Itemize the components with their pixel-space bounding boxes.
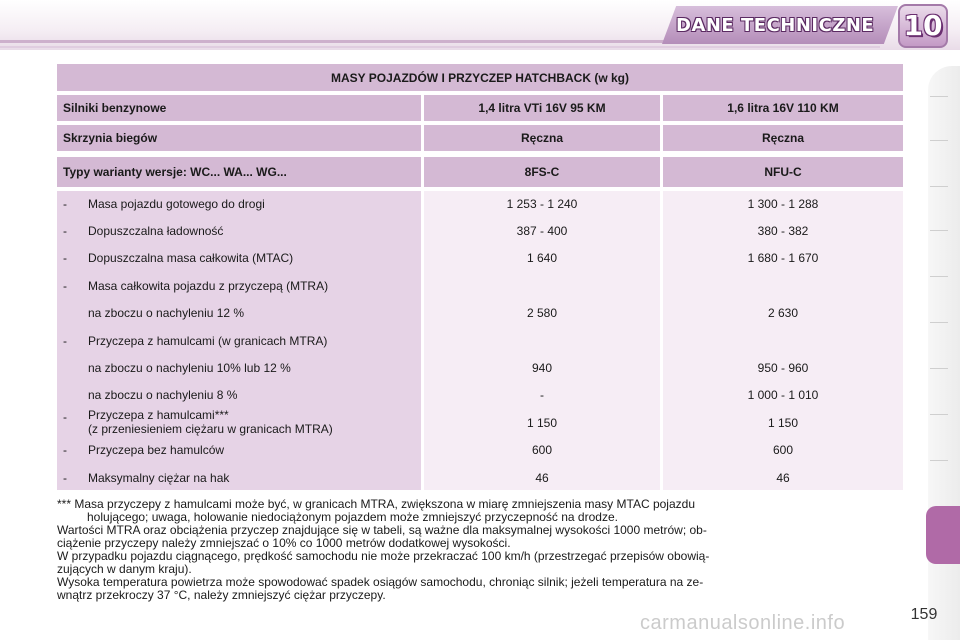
note-paragraph-line: zujących w danym kraju). (57, 562, 192, 576)
note-paragraph-line: wnątrz przekroczy 37 °C, należy zmniejszyć ciężar przyczepy. (57, 588, 386, 602)
row-label: Przyczepa bez hamulców (88, 443, 225, 457)
page-number: 159 (910, 606, 938, 623)
watermark: carmanualsonline.info (640, 612, 846, 634)
row-dash: - (63, 443, 67, 457)
row-label: Masa całkowita pojazdu z przyczepą (MTRA) (88, 279, 329, 293)
side-tab[interactable] (930, 140, 948, 141)
row-label-continued: (z przeniesieniem ciężaru w granicach MTRA) (88, 422, 333, 436)
row-value-2: 2 630 (767, 306, 799, 320)
row-dash: - (63, 471, 67, 485)
side-tab[interactable] (930, 460, 948, 461)
side-tab-active[interactable] (926, 506, 960, 564)
row-value-2: 380 - 382 (757, 224, 809, 238)
side-tab[interactable] (930, 414, 948, 415)
types-label: Typy warianty wersje: WC... WA... WG... (57, 157, 421, 187)
row-label: Maksymalny ciężar na hak (88, 471, 230, 485)
side-tab[interactable] (930, 368, 948, 369)
side-tab[interactable] (930, 96, 948, 97)
row-value-1: 940 (531, 361, 553, 375)
row-label: Przyczepa z hamulcami*** (88, 408, 229, 422)
row-value-1: 2 580 (526, 306, 558, 320)
note-paragraph-line: ciążenie przyczepy należy zmniejszać o 10% co 1000 metrów dodatkowej wysokości. (57, 536, 511, 550)
row-value-1: - (540, 388, 544, 402)
row-label: Przyczepa z hamulcami (w granicach MTRA) (88, 334, 328, 348)
types-col-1: 8FS-C (424, 157, 660, 187)
row-value-2: 950 - 960 (757, 361, 809, 375)
row-dash: - (63, 410, 67, 424)
side-tab[interactable] (930, 186, 948, 187)
notes-block (57, 498, 905, 602)
engines-label: Silniki benzynowe (57, 95, 421, 121)
row-value-2: 1 150 (767, 416, 799, 430)
row-value-1: 1 150 (526, 416, 558, 430)
row-dash: - (63, 197, 67, 211)
table-title: MASY POJAZDÓW I PRZYCZEP HATCHBACK (w kg) (57, 64, 903, 91)
row-label: na zboczu o nachyleniu 12 % (88, 306, 245, 320)
gearbox-col-1: Ręczna (424, 125, 660, 151)
row-value-1: 46 (535, 471, 549, 485)
row-dash: - (63, 279, 67, 293)
row-label: Dopuszczalna masa całkowita (MTAC) (88, 251, 294, 265)
row-value-1: 387 - 400 (516, 224, 568, 238)
note-paragraph-line: Wysoka temperatura powietrza może spowodować spadek osiągów samochodu, chroniąc silnik; jeżeli temperatura na ze- (57, 575, 704, 589)
row-dash: - (63, 334, 67, 348)
section-title: DANE TECHNICZNE (676, 15, 875, 36)
side-tab[interactable] (930, 230, 948, 231)
gearbox-col-2: Ręczna (663, 125, 903, 151)
chapter-number[interactable]: 10 (903, 9, 943, 42)
side-tab[interactable] (930, 322, 948, 323)
engine-col-2: 1,6 litra 16V 110 KM (663, 95, 903, 121)
row-value-2: 600 (772, 443, 794, 457)
row-value-1: 1 640 (526, 251, 558, 265)
footnote-line: *** Masa przyczepy z hamulcami może być, w granicach MTRA, zwiększona w miarę zmniejszenia masy MTAC pojazdu (57, 497, 695, 511)
row-dash: - (63, 224, 67, 238)
engine-col-1: 1,4 litra VTi 16V 95 KM (424, 95, 660, 121)
note-paragraph-line: Wartości MTRA oraz obciążenia przyczep znajdujące się w tabeli, są ważne dla maksymalnej wysokości 1000 metrów; ob- (57, 523, 707, 537)
row-label: Masa pojazdu gotowego do drogi (88, 197, 265, 211)
gearbox-label: Skrzynia biegów (57, 125, 421, 151)
row-value-2: 1 300 - 1 288 (747, 197, 819, 211)
row-label: na zboczu o nachyleniu 8 % (88, 388, 238, 402)
row-value-1: 1 253 - 1 240 (506, 197, 578, 211)
footnote-line: holującego; uwaga, holowanie niedociążonym pojazdem może zmniejszyć przyczepność na drodze. (87, 510, 618, 524)
header-stripe-thin (0, 46, 880, 48)
note-paragraph-line: W przypadku pojazdu ciągnącego, prędkość samochodu nie może przekraczać 100 km/h (przestrzegać przepisów obowią- (57, 549, 710, 563)
types-col-2: NFU-C (663, 157, 903, 187)
row-value-2: 1 000 - 1 010 (747, 388, 819, 402)
row-label: na zboczu o nachyleniu 10% lub 12 % (88, 361, 291, 375)
row-value-1: 600 (531, 443, 553, 457)
row-value-2: 46 (776, 471, 790, 485)
row-label: Dopuszczalna ładowność (88, 224, 224, 238)
side-tab[interactable] (930, 276, 948, 277)
row-dash: - (63, 251, 67, 265)
row-value-2: 1 680 - 1 670 (747, 251, 819, 265)
